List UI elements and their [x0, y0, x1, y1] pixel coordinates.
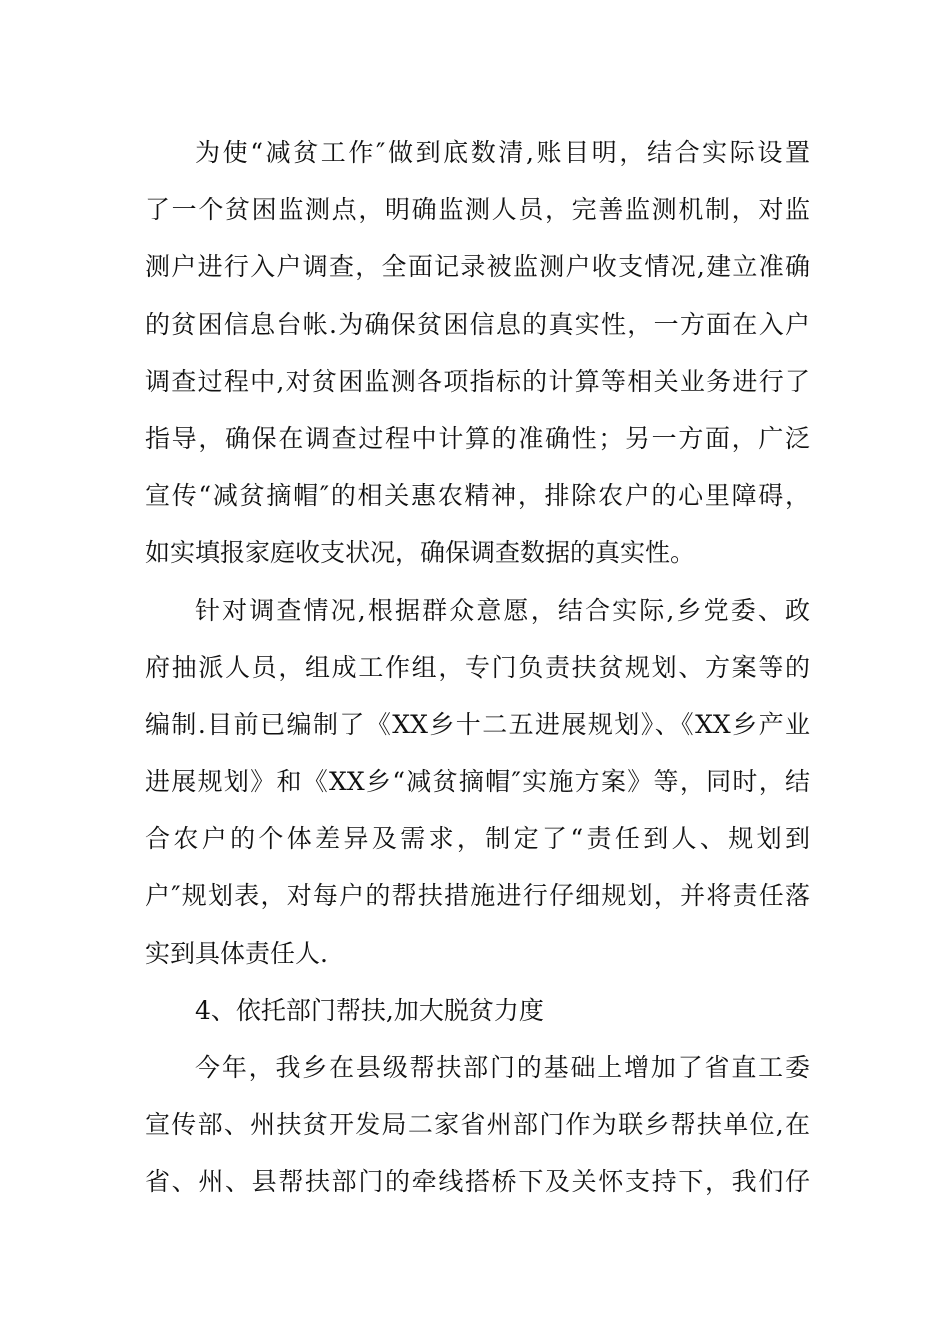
text-line: 测户进行入户调查，全面记录被监测户收支情况,建立准确 [145, 252, 810, 282]
text-line: 调查过程中,对贫困监测各项指标的计算等相关业务进行了 [145, 366, 810, 396]
text-line: 如实填报家庭收支状况，确保调查数据的真实性。 [145, 538, 696, 568]
body-text [145, 124, 810, 1211]
section-heading: 4、依托部门帮扶,加大脱贫力度 [195, 995, 544, 1025]
text-line: 为使“减贫工作″做到底数清,账目明，结合实际设置 [195, 138, 810, 167]
text-line: 府抽派人员，组成工作组，专门负责扶贫规划、方案等的 [145, 652, 810, 682]
text-line: 实到具体责任人. [145, 938, 328, 968]
text-line: 宣传部、州扶贫开发局二家省州部门作为联乡帮扶单位,在 [145, 1110, 810, 1140]
text-line: 的贫困信息台帐.为确保贫困信息的真实性，一方面在入户 [145, 309, 810, 339]
text-line: 进展规划》和《XX乡“减贫摘帽″实施方案》等，同时，结 [145, 767, 810, 797]
text-line: 合农户的个体差异及需求，制定了“责任到人、规划到 [145, 824, 810, 854]
text-line: 户″规划表，对每户的帮扶措施进行仔细规划，并将责任落 [145, 881, 810, 911]
text-line: 省、州、县帮扶部门的牵线搭桥下及关怀支持下，我们仔 [145, 1167, 810, 1197]
text-line: 宣传“减贫摘帽″的相关惠农精神，排除农户的心里障碍， [145, 481, 810, 511]
text-line: 了一个贫困监测点，明确监测人员，完善监测机制，对监 [145, 195, 810, 225]
text-line: 编制.目前已编制了《XX乡十二五进展规划》、《XX乡产业 [145, 709, 810, 739]
text-line: 指导，确保在调查过程中计算的准确性；另一方面，广泛 [145, 423, 810, 453]
text-line: 针对调查情况,根据群众意愿，结合实际,乡党委、政 [195, 595, 810, 625]
text-line: 今年，我乡在县级帮扶部门的基础上增加了省直工委 [195, 1053, 810, 1082]
